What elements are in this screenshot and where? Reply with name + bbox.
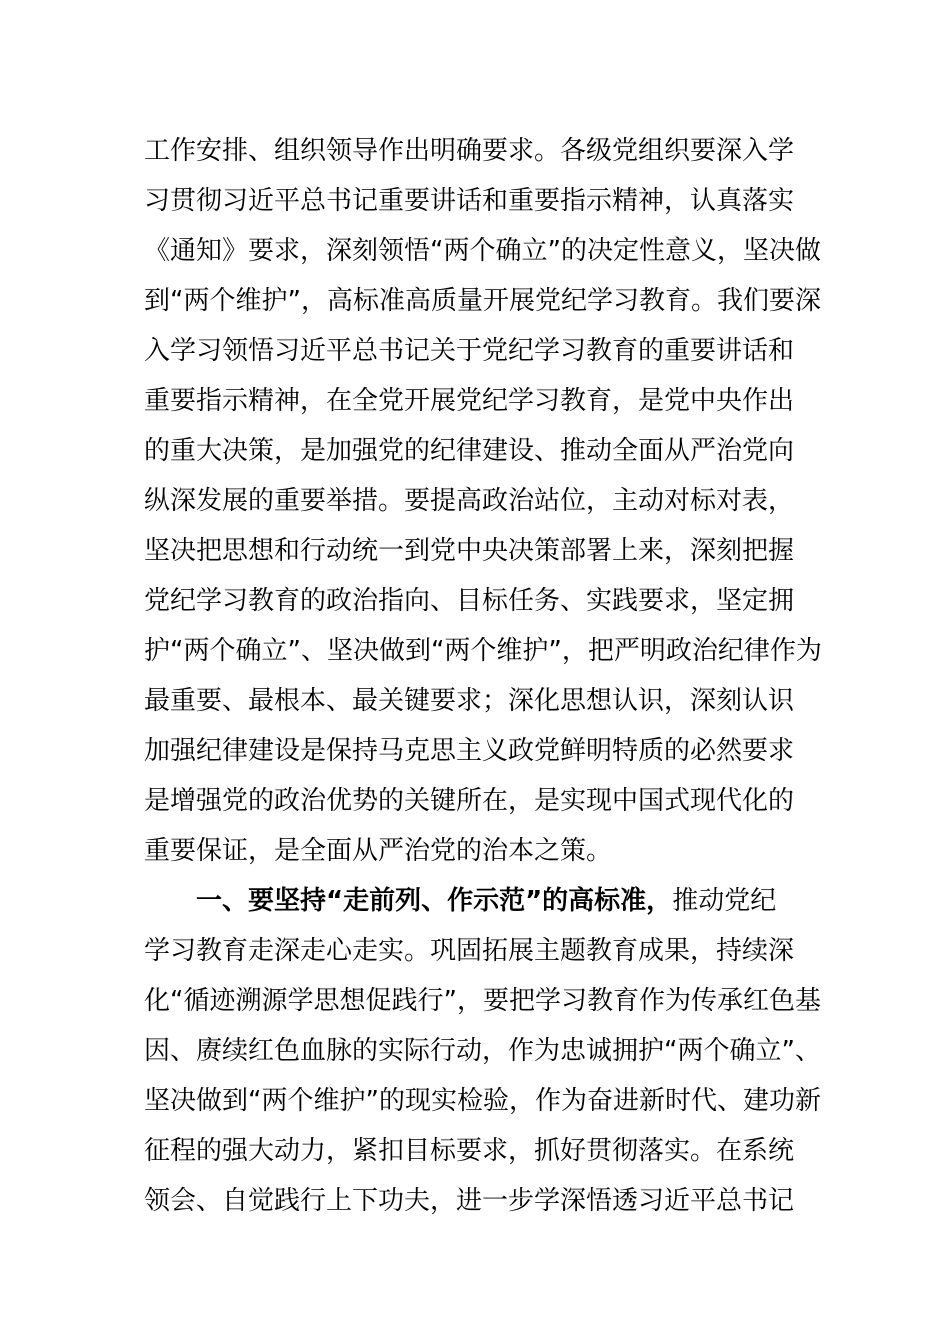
text-line: 最重要、最根本、最关键要求；深化思想认识，深刻认识 xyxy=(144,686,795,716)
text-line: 是增强党的政治优势的关键所在，是实现中国式现代化的 xyxy=(144,786,795,816)
section-heading: 一、要坚持“走前列、作示范”的高标准， xyxy=(196,886,673,916)
text-line: 坚决做到“两个维护”的现实检验，作为奋进新时代、建功新 xyxy=(144,1086,821,1116)
text-line: 的重大决策，是加强党的纪律建设、推动全面从严治党向 xyxy=(144,436,795,466)
section-heading-continuation: 推动党纪 xyxy=(672,886,777,916)
text-line: 领会、自觉践行上下功夫，进一步学深悟透习近平总书记 xyxy=(144,1186,795,1216)
text-line: 学习教育走深走心走实。巩固拓展主题教育成果，持续深 xyxy=(144,936,795,966)
text-line: 工作安排、组织领导作出明确要求。各级党组织要深入学 xyxy=(144,136,795,166)
text-line: 护“两个确立”、坚决做到“两个维护”，把严明政治纪律作为 xyxy=(144,636,822,666)
text-line: 到“两个维护”，高标准高质量开展党纪学习教育。我们要深 xyxy=(144,286,821,316)
section-heading-line xyxy=(196,876,776,926)
text-line: 重要指示精神，在全党开展党纪学习教育，是党中央作出 xyxy=(144,386,795,416)
text-line: 纵深发展的重要举措。要提高政治站位，主动对标对表， xyxy=(144,486,795,516)
text-line: 化“循迹溯源学思想促践行”，要把学习教育作为传承红色基 xyxy=(144,986,821,1016)
text-line: 征程的强大动力，紧扣目标要求，抓好贯彻落实。在系统 xyxy=(144,1136,795,1166)
text-line: 党纪学习教育的政治指向、目标任务、实践要求，坚定拥 xyxy=(144,586,795,616)
text-line: 习贯彻习近平总书记重要讲话和重要指示精神，认真落实 xyxy=(144,186,795,216)
text-line: 加强纪律建设是保持马克思主义政党鲜明特质的必然要求 xyxy=(144,736,795,766)
text-line: 《通知》要求，深刻领悟“两个确立”的决定性意义，坚决做 xyxy=(144,236,821,266)
text-line: 坚决把思想和行动统一到党中央决策部署上来，深刻把握 xyxy=(144,536,795,566)
text-line: 重要保证，是全面从严治党的治本之策。 xyxy=(144,836,613,866)
text-line: 因、赓续红色血脉的实际行动，作为忠诚拥护“两个确立”、 xyxy=(144,1036,821,1066)
text-line: 入学习领悟习近平总书记关于党纪学习教育的重要讲话和 xyxy=(144,336,795,366)
